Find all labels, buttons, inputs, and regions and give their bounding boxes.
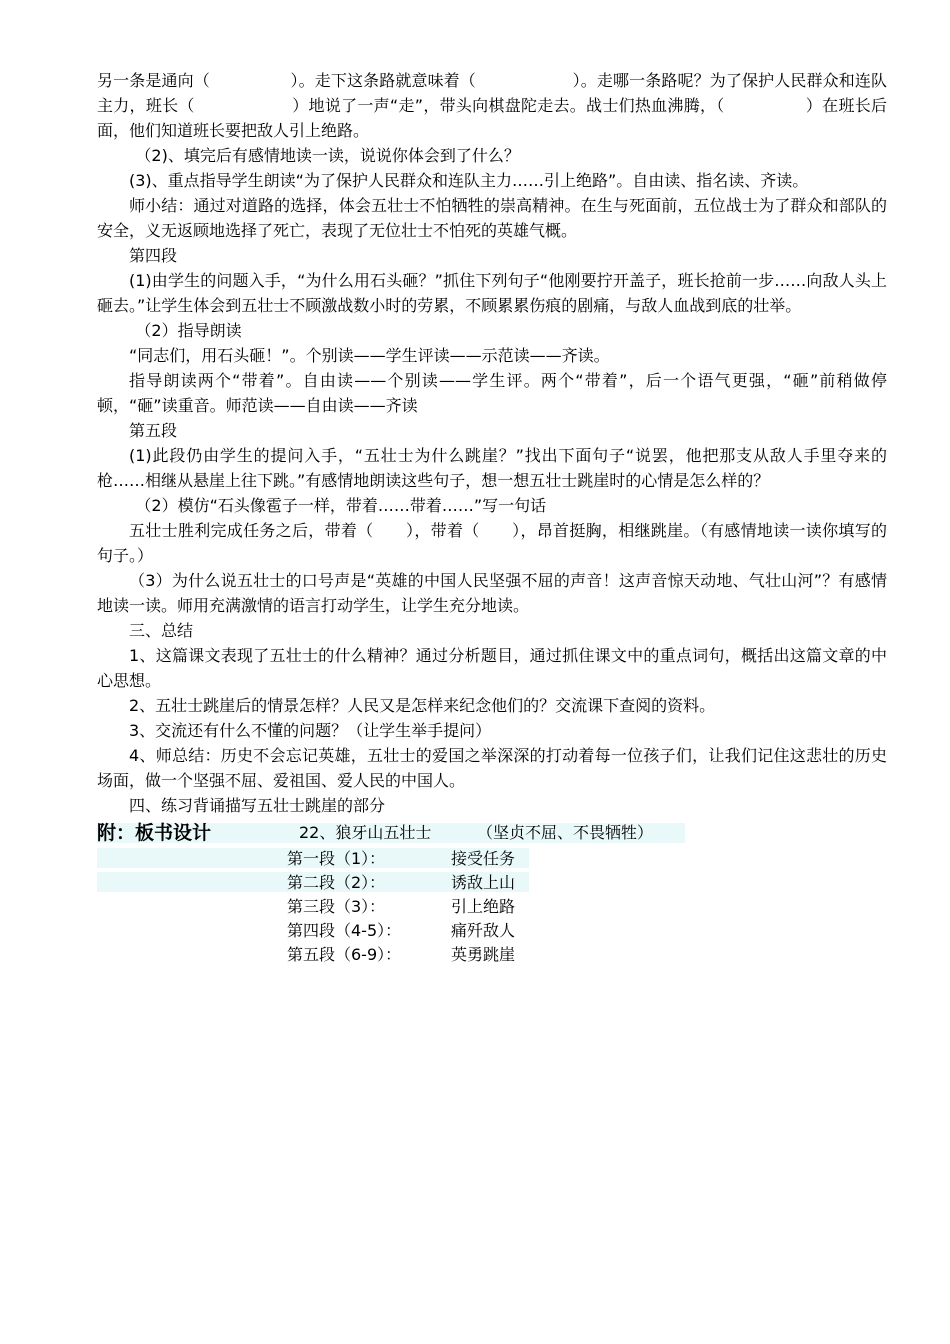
section-4-step-2: （2）指导朗读	[135, 321, 242, 340]
recitation-heading: 四、练习背诵描写五壮士跳崖的部分	[129, 796, 386, 815]
section-5-step-1: (1)此段仍由学生的提问入手，“五壮士为什么跳崖？”找出下面句子“说罢，他把那支从敌人手里夺来的枪……相继从悬崖上往下跳。”有感情地朗读这些句子，想一想五壮士跳崖时的心情是怎么样的？	[97, 446, 887, 490]
summary-item-2: 2、五壮士跳崖后的情景怎样？人民又是怎样来纪念他们的？交流课下查阅的资料。	[129, 696, 716, 715]
board-row	[97, 870, 887, 894]
board-row	[97, 918, 887, 942]
summary-item-1: 1、这篇课文表现了五壮士的什么精神？通过分析题目，通过抓住课文中的重点词句，概括出这篇文章的中心思想。	[97, 646, 887, 690]
board-row	[97, 846, 887, 870]
section-5-heading: 第五段	[129, 421, 178, 440]
board-summary: 引上绝路	[451, 897, 516, 916]
lesson-content	[97, 68, 887, 966]
reading-guidance: 指导朗读两个“带着”。自由读——个别读——学生评。两个“带着”，后一个语气更强，“砸”前稍做停顿，“砸”读重音。师范读——自由读——齐读	[97, 371, 887, 415]
board-design-title: 附：板书设计	[97, 822, 212, 844]
board-segment: 第五段（6-9）：	[287, 945, 402, 964]
teacher-summary: 师小结：通过对道路的选择，体会五壮士不怕牺牲的崇高精神。在生与死面前，五位战士为了群众和部队的安全，义无返顾地选择了死亡，表现了无位壮士不怕死的英雄气概。	[97, 196, 887, 240]
summary-item-3: 3、交流还有什么不懂的问题？（让学生举手提问）	[129, 721, 492, 740]
step-2-text: （2)、填完后有感情地读一读，说说你体会到了什么？	[135, 146, 520, 165]
board-design-header	[97, 820, 887, 846]
board-summary: 英勇跳崖	[451, 945, 516, 964]
section-5-step-3: （3）为什么说五壮士的口号声是“英雄的中国人民坚强不屈的声音！这声音惊天动地、气壮山河”？有感情地读一读。师用充满激情的语言打动学生，让学生充分地读。	[97, 571, 887, 615]
step-3-text: (3)、重点指导学生朗读“为了保护人民群众和连队主力……引上绝路”。自由读、指名读、齐读。	[129, 171, 809, 190]
section-5-step-2: （2）模仿“石头像雹子一样，带着……带着……”写一句话	[135, 496, 547, 515]
section-4-step-1: (1)由学生的问题入手，“为什么用石头砸？”抓住下列句子“他刚要拧开盖子，班长抢前一步……向敌人头上砸去。”让学生体会到五壮士不顾激战数小时的劳累，不顾累累伤痕的剧痛，与敌人血战到底的壮举。	[97, 271, 887, 315]
summary-item-4: 4、师总结：历史不会忘记英雄，五壮士的爱国之举深深的打动着每一位孩子们，让我们记住这悲壮的历史场面，做一个坚强不屈、爱祖国、爱人民的中国人。	[97, 746, 887, 790]
board-segment: 第三段（3）：	[287, 897, 386, 916]
board-lesson-title: 22、狼牙山五壮士	[299, 823, 432, 842]
sentence-exercise: 五壮士胜利完成任务之后，带着（ ），带着（ ），昂首挺胸，相继跳崖。（有感情地读一读你填写的句子。）	[97, 521, 887, 565]
fill-blank-paragraph: 另一条是通向（ ）。走下这条路就意味着（ ）。走哪一条路呢？为了保护人民群众和连队主力，班长（ ）地说了一声“走”，带头向棋盘陀走去。战士们热血沸腾，（ ）在班长后面，他们知道班长要把敌人引上绝路。	[97, 71, 887, 140]
board-row	[97, 942, 887, 966]
reading-quote: “同志们，用石头砸！”。个别读——学生评读——示范读——齐读。	[129, 346, 610, 365]
board-summary: 诱敌上山	[451, 873, 516, 892]
board-lesson-quality: （坚贞不屈、不畏牺牲）	[477, 823, 654, 842]
board-summary: 接受任务	[451, 849, 516, 868]
section-4-heading: 第四段	[129, 246, 178, 265]
board-row	[97, 894, 887, 918]
board-segment: 第二段（2）：	[287, 873, 386, 892]
summary-heading: 三、总结	[129, 621, 194, 640]
board-segment: 第四段（4-5）：	[287, 921, 402, 940]
board-summary: 痛歼敌人	[451, 921, 516, 940]
board-segment: 第一段（1）：	[287, 849, 386, 868]
